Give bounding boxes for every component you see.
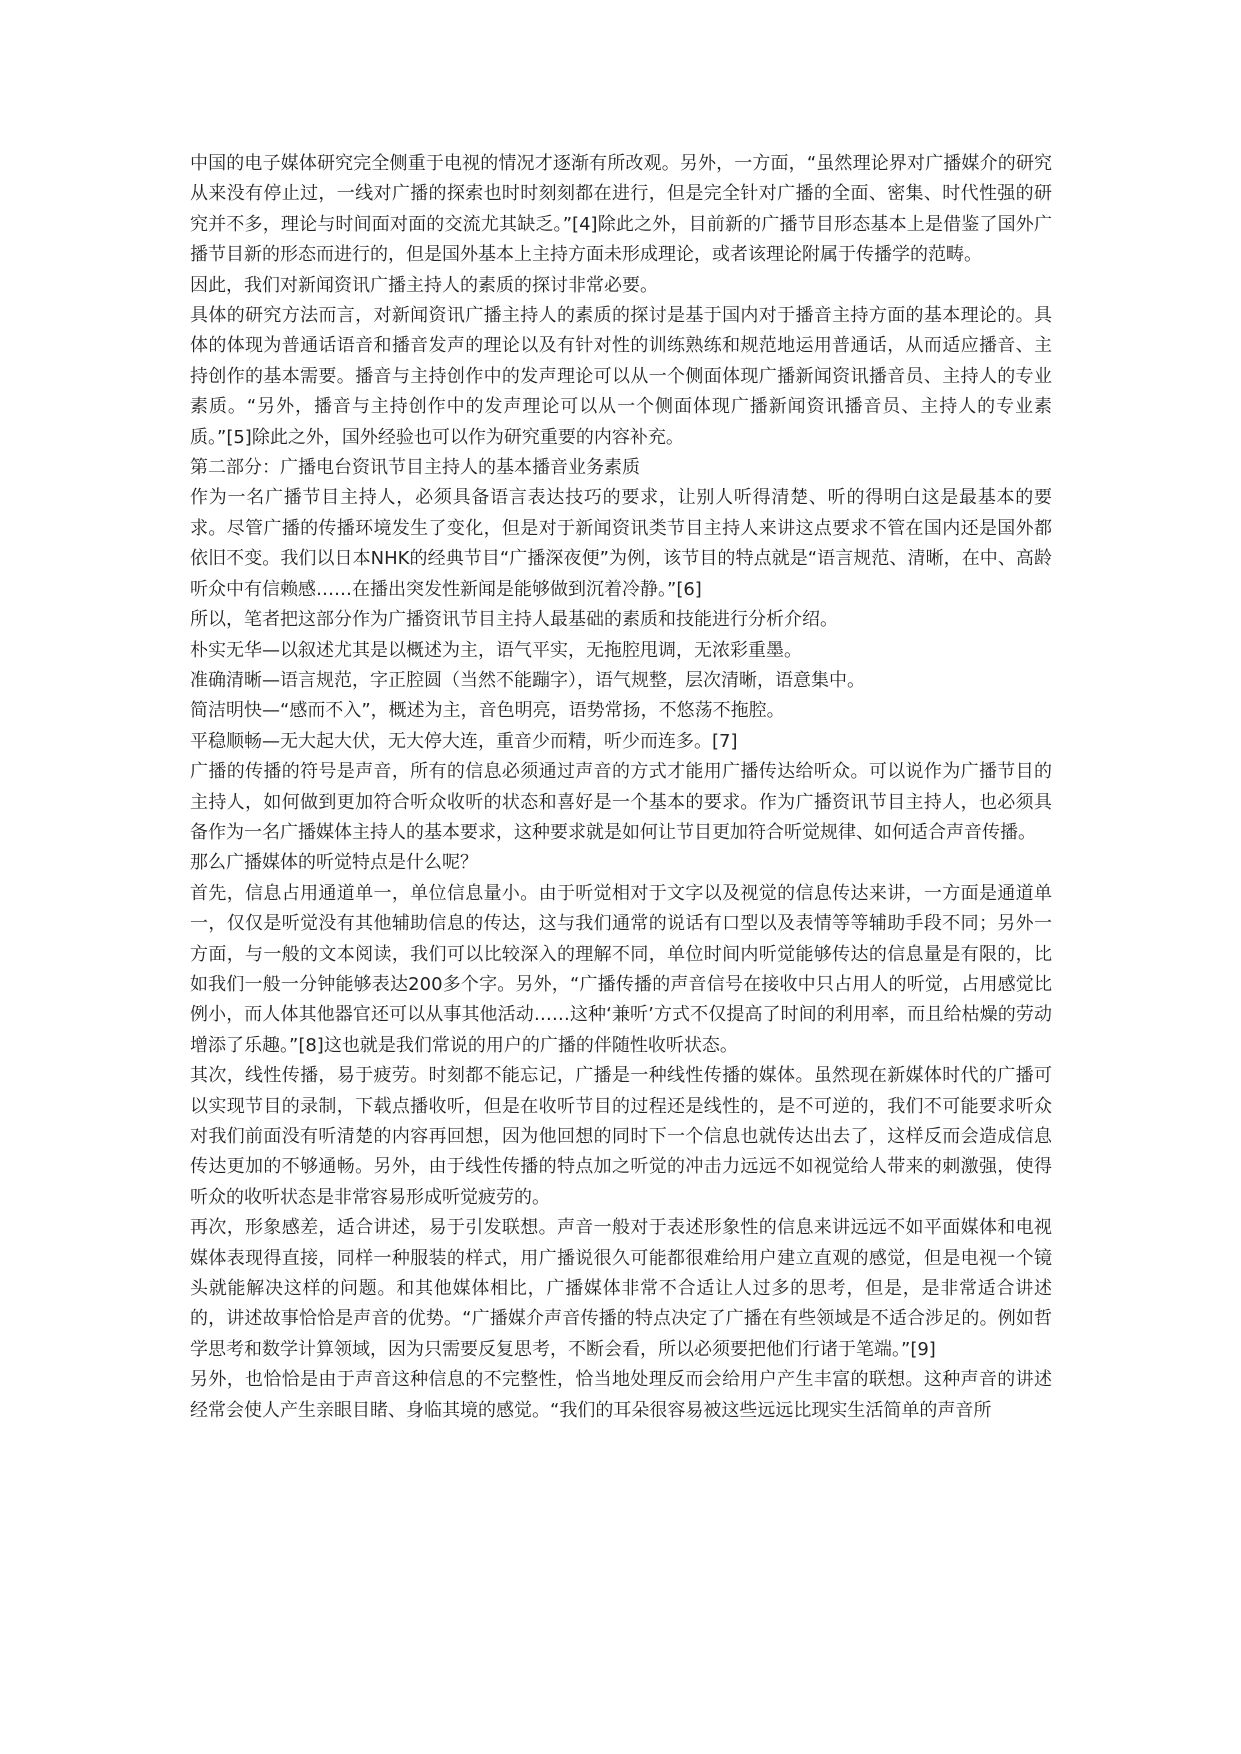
paragraph: 因此，我们对新闻资讯广播主持人的素质的探讨非常必要。 <box>190 274 658 296</box>
list-item: 简洁明快—“感而不入”，概述为主，音色明亮，语势常扬，不悠荡不拖腔。 <box>190 700 785 722</box>
paragraph: 作为一名广播节目主持人，必须具备语言表达技巧的要求，让别人听得清楚、听的得明白这是最基本的要求。尽管广播的传播环境发生了变化，但是对于新闻资讯类节目主持人来讲这点要求不管在国内还是国外都依旧不变。我们以日本NHK的经典节目“广播深夜便”为例，该节目的特点就是“语言规范、清晰，在中、高龄听众中有信赖感……在播出突发性新闻是能够做到沉着冷静。”[6] <box>190 487 1052 600</box>
list-item: 准确清晰—语言规范，字正腔圆（当然不能蹦字），语气规整，层次清晰，语意集中。 <box>190 669 865 691</box>
section-heading: 第二部分：广播电台资讯节目主持人的基本播音业务素质 <box>190 457 640 479</box>
paragraph: 广播的传播的符号是声音，所有的信息必须通过声音的方式才能用广播传达给听众。可以说作为广播节目的主持人，如何做到更加符合听众收听的状态和喜好是一个基本的要求。作为广播资讯节目主持人，也必须具备作为一名广播媒体主持人的基本要求，这种要求就是如何让节目更加符合听觉规律、如何适合声音传播。 <box>190 761 1052 843</box>
paragraph: 具体的研究方法而言，对新闻资讯广播主持人的素质的探讨是基于国内对于播音主持方面的基本理论的。具体的体现为普通话语音和播音发声的理论以及有针对性的训练熟练和规范地运用普通话，从而适应播音、主持创作的基本需要。播音与主持创作中的发声理论可以从一个侧面体现广播新闻资讯播音员、主持人的专业素质。“另外，播音与主持创作中的发声理论可以从一个侧面体现广播新闻资讯播音员、主持人的专业素质。”[5]除此之外，国外经验也可以作为研究重要的内容补充。 <box>190 305 1052 448</box>
paragraph: 其次，线性传播，易于疲劳。时刻都不能忘记，广播是一种线性传播的媒体。虽然现在新媒体时代的广播可以实现节目的录制，下载点播收听，但是在收听节目的过程还是线性的，是不可逆的，我们不可能要求听众对我们前面没有听清楚的内容再回想，因为他回想的同时下一个信息也就传达出去了，这样反而会造成信息传达更加的不够通畅。另外，由于线性传播的特点加之听觉的冲击力远远不如视觉给人带来的刺激强，使得听众的收听状态是非常容易形成听觉疲劳的。 <box>190 1065 1052 1208</box>
paragraph: 中国的电子媒体研究完全侧重于电视的情况才逐渐有所改观。另外，一方面，“虽然理论界对广播媒介的研究从来没有停止过，一线对广播的探索也时时刻刻都在进行，但是完全针对广播的全面、密集、时代性强的研究并不多，理论与时间面对面的交流尤其缺乏。”[4]除此之外，目前新的广播节目形态基本上是借鉴了国外广播节目新的形态而进行的，但是国外基本上主持方面未形成理论，或者该理论附属于传播学的范畴。 <box>190 153 1052 266</box>
paragraph: 再次，形象感差，适合讲述，易于引发联想。声音一般对于表述形象性的信息来讲远远不如平面媒体和电视媒体表现得直接，同样一种服装的样式，用广播说很久可能都很难给用户建立直观的感觉，但是电视一个镜头就能解决这样的问题。和其他媒体相比，广播媒体非常不合适让人过多的思考，但是，是非常适合讲述的，讲述故事恰恰是声音的优势。“广播媒介声音传播的特点决定了广播在有些领域是不适合涉足的。例如哲学思考和数学计算领域，因为只需要反复思考，不断会看，所以必须要把他们行诸于笔端。”[9] <box>190 1217 1052 1360</box>
paragraph: 另外，也恰恰是由于声音这种信息的不完整性，恰当地处理反而会给用户产生丰富的联想。这种声音的讲述经常会使人产生亲眼目睹、身临其境的感觉。“我们的耳朵很容易被这些远远比现实生活简单的声音所 <box>190 1369 1052 1421</box>
list-item: 朴实无华—以叙述尤其是以概述为主，语气平实，无拖腔甩调，无浓彩重墨。 <box>190 639 802 661</box>
list-item: 平稳顺畅—无大起大伏，无大停大连，重音少而精，听少而连多。[7] <box>190 730 738 752</box>
document-body <box>190 149 1052 1426</box>
paragraph: 那么广播媒体的听觉特点是什么呢？ <box>190 852 478 874</box>
paragraph: 所以，笔者把这部分作为广播资讯节目主持人最基础的素质和技能进行分析介绍。 <box>190 609 838 631</box>
paragraph: 首先，信息占用通道单一，单位信息量小。由于听觉相对于文字以及视觉的信息传达来讲，一方面是通道单一，仅仅是听觉没有其他辅助信息的传达，这与我们通常的说话有口型以及表情等等辅助手段不同；另外一方面，与一般的文本阅读，我们可以比较深入的理解不同，单位时间内听觉能够传达的信息量是有限的，比如我们一般一分钟能够表达200多个字。另外，“广播传播的声音信号在接收中只占用人的听觉，占用感觉比例小，而人体其他器官还可以从事其他活动……这种‘兼听’方式不仅提高了时间的利用率，而且给枯燥的劳动增添了乐趣。”[8]这也就是我们常说的用户的广播的伴随性收听状态。 <box>190 882 1052 1056</box>
